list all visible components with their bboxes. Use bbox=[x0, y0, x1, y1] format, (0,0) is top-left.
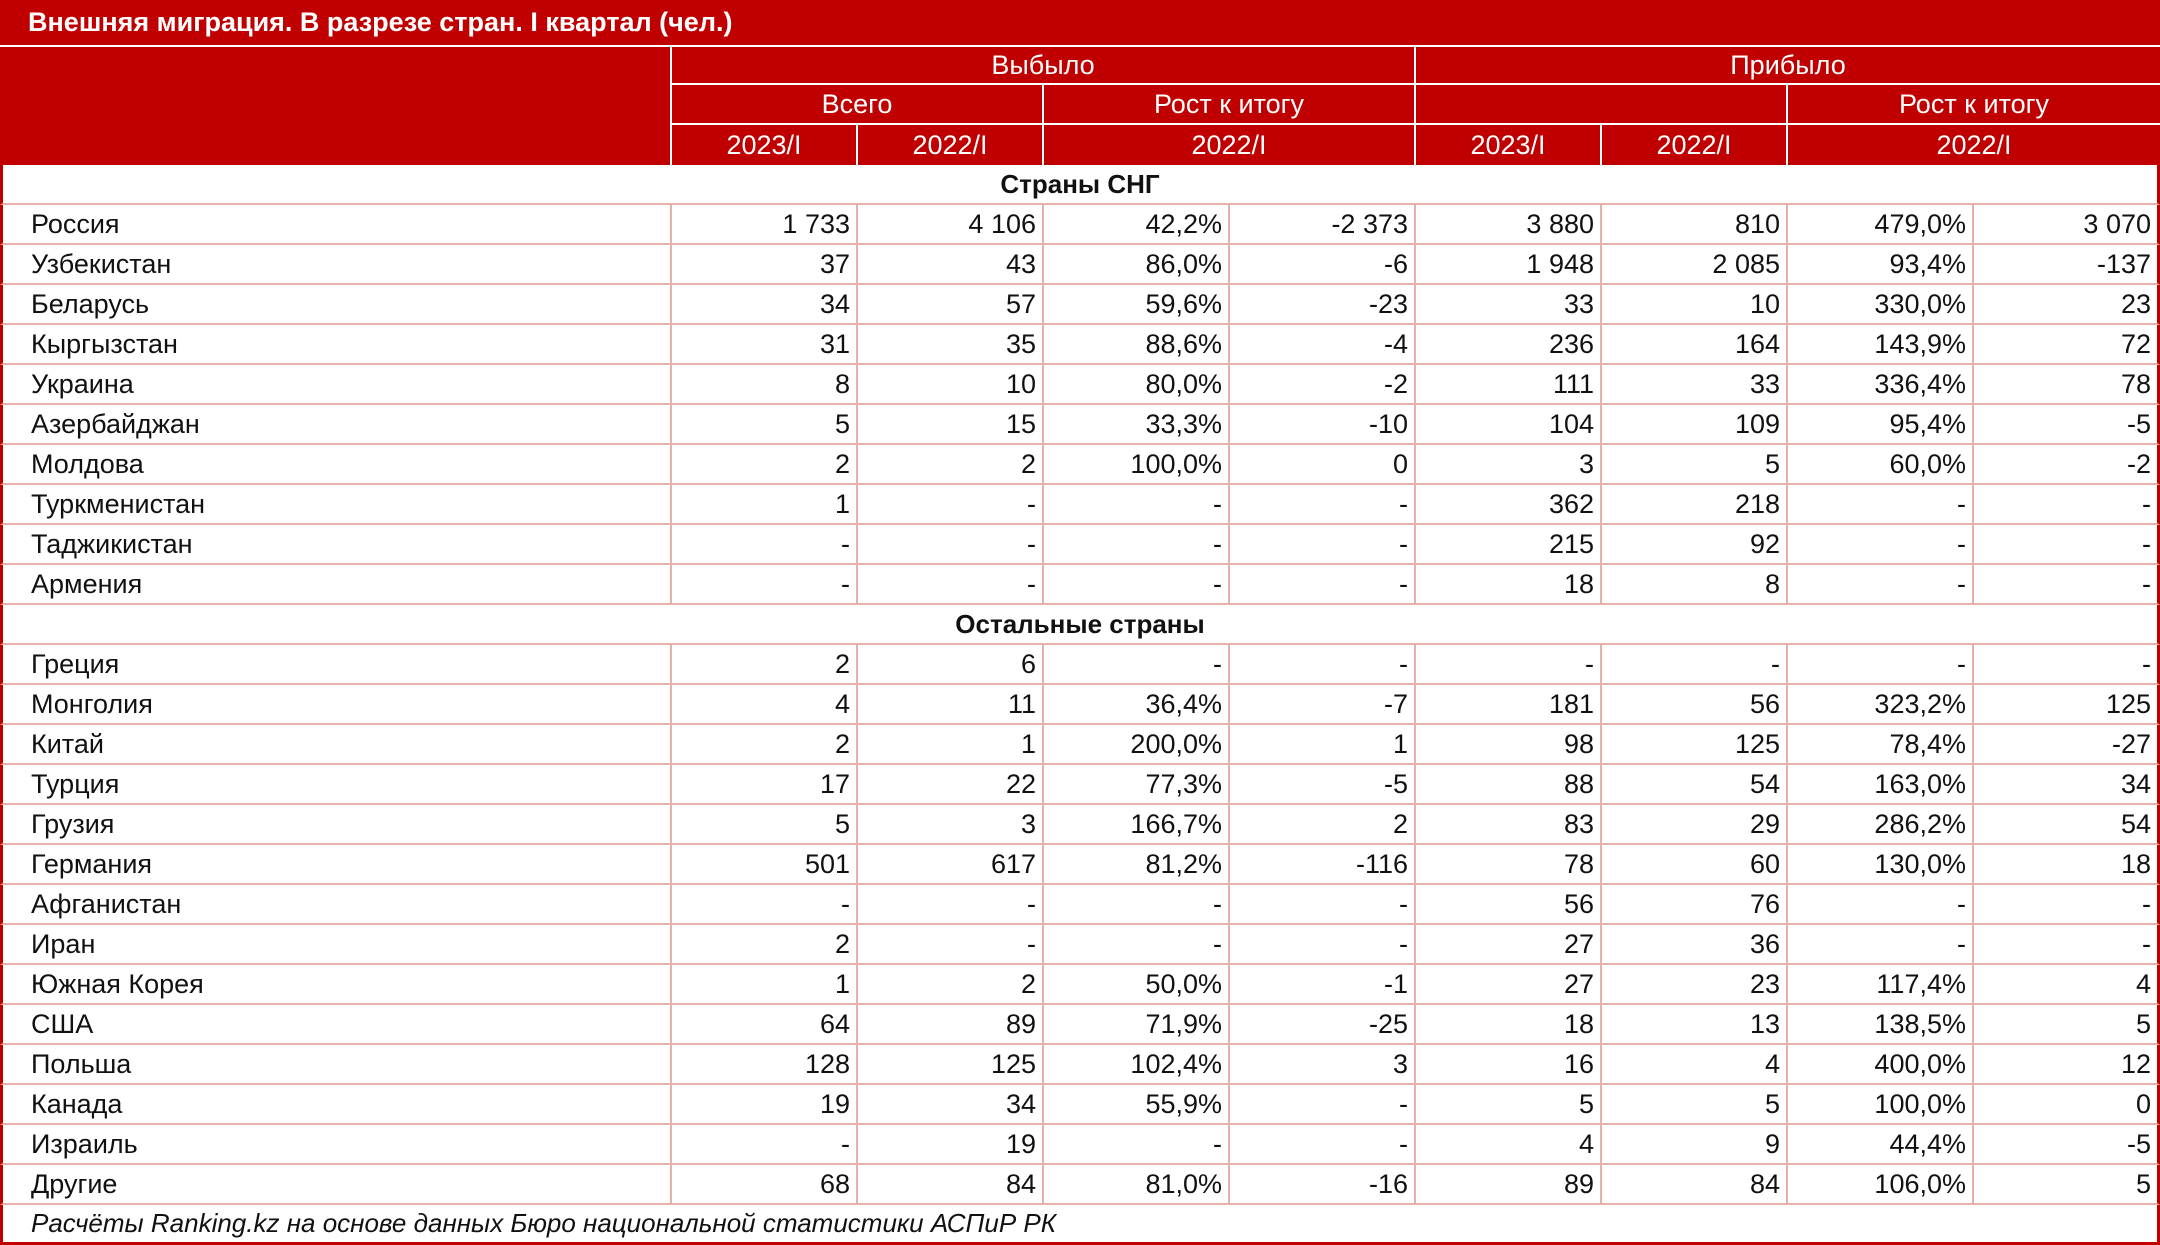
table-cell: - bbox=[1974, 525, 2160, 565]
table-cell: -7 bbox=[1230, 685, 1416, 725]
table-cell: 330,0% bbox=[1788, 285, 1974, 325]
table-cell: 23 bbox=[1602, 965, 1788, 1005]
table-cell: 200,0% bbox=[1044, 725, 1230, 765]
section-title: Остальные страны bbox=[0, 605, 2160, 645]
table-cell: - bbox=[1788, 645, 1974, 685]
table-cell: 8 bbox=[1602, 565, 1788, 605]
table-cell: 29 bbox=[1602, 805, 1788, 845]
table-cell: 19 bbox=[858, 1125, 1044, 1165]
table-cell: -10 bbox=[1230, 405, 1416, 445]
table-cell: -1 bbox=[1230, 965, 1416, 1005]
table-cell: 12 bbox=[1974, 1045, 2160, 1085]
table-cell: 80,0% bbox=[1044, 365, 1230, 405]
table-cell: 18 bbox=[1974, 845, 2160, 885]
table-cell: 3 bbox=[1416, 445, 1602, 485]
table-cell: 1 bbox=[1230, 725, 1416, 765]
table-cell: 86,0% bbox=[1044, 245, 1230, 285]
table-cell: 2 bbox=[672, 925, 858, 965]
table-cell: - bbox=[1044, 1125, 1230, 1165]
table-cell: 4 bbox=[1602, 1045, 1788, 1085]
table-cell: 0 bbox=[1230, 445, 1416, 485]
table-cell: - bbox=[1230, 525, 1416, 565]
table-cell: 54 bbox=[1602, 765, 1788, 805]
table-cell: 88,6% bbox=[1044, 325, 1230, 365]
table-cell: 4 bbox=[672, 685, 858, 725]
table-cell: 64 bbox=[672, 1005, 858, 1045]
country-name: Польша bbox=[0, 1045, 672, 1085]
table-cell: - bbox=[672, 1125, 858, 1165]
table-cell: -23 bbox=[1230, 285, 1416, 325]
table-cell: 36 bbox=[1602, 925, 1788, 965]
table-cell: 2 bbox=[672, 445, 858, 485]
table-cell: - bbox=[1788, 525, 1974, 565]
table-cell: 78,4% bbox=[1788, 725, 1974, 765]
table-cell: -5 bbox=[1974, 1125, 2160, 1165]
table-cell: - bbox=[858, 525, 1044, 565]
country-name: Монголия bbox=[0, 685, 672, 725]
header-year: 2023/I bbox=[1416, 125, 1602, 165]
table-cell: -25 bbox=[1230, 1005, 1416, 1045]
table-cell: 55,9% bbox=[1044, 1085, 1230, 1125]
table-cell: 336,4% bbox=[1788, 365, 1974, 405]
table-cell: 95,4% bbox=[1788, 405, 1974, 445]
table-cell: - bbox=[1788, 565, 1974, 605]
header-year: 2022/I bbox=[1788, 125, 2160, 165]
table-cell: 33,3% bbox=[1044, 405, 1230, 445]
table-cell: - bbox=[1230, 645, 1416, 685]
table-cell: 42,2% bbox=[1044, 205, 1230, 245]
header-year: 2022/I bbox=[858, 125, 1044, 165]
country-name: Израиль bbox=[0, 1125, 672, 1165]
table-cell: - bbox=[1044, 565, 1230, 605]
table-cell: 2 bbox=[858, 445, 1044, 485]
table-cell: 102,4% bbox=[1044, 1045, 1230, 1085]
table-cell: 163,0% bbox=[1788, 765, 1974, 805]
table-cell: 111 bbox=[1416, 365, 1602, 405]
table-cell: - bbox=[672, 885, 858, 925]
table-cell: 0 bbox=[1974, 1085, 2160, 1125]
table-cell: 27 bbox=[1416, 965, 1602, 1005]
table-cell: - bbox=[1044, 885, 1230, 925]
table-cell: - bbox=[1044, 485, 1230, 525]
header-outflow: Выбыло bbox=[672, 45, 1416, 85]
table-cell: - bbox=[1974, 485, 2160, 525]
table-cell: 5 bbox=[1974, 1005, 2160, 1045]
table-cell: - bbox=[858, 885, 1044, 925]
table-cell: 4 106 bbox=[858, 205, 1044, 245]
header-year: 2023/I bbox=[672, 125, 858, 165]
table-cell: -16 bbox=[1230, 1165, 1416, 1205]
table-cell: 16 bbox=[1416, 1045, 1602, 1085]
table-cell: 286,2% bbox=[1788, 805, 1974, 845]
table-cell: 479,0% bbox=[1788, 205, 1974, 245]
table-cell: 2 bbox=[858, 965, 1044, 1005]
header-year: 2022/I bbox=[1602, 125, 1788, 165]
table-cell: - bbox=[1230, 485, 1416, 525]
table-cell: 164 bbox=[1602, 325, 1788, 365]
table-cell: - bbox=[858, 565, 1044, 605]
country-name: Китай bbox=[0, 725, 672, 765]
table-cell: - bbox=[1044, 925, 1230, 965]
table-cell: 1 bbox=[672, 965, 858, 1005]
table-cell: 44,4% bbox=[1788, 1125, 1974, 1165]
table-cell: 22 bbox=[858, 765, 1044, 805]
table-cell: - bbox=[1044, 645, 1230, 685]
table-cell: 78 bbox=[1974, 365, 2160, 405]
table-cell: 5 bbox=[1416, 1085, 1602, 1125]
table-cell: 17 bbox=[672, 765, 858, 805]
table-cell: 37 bbox=[672, 245, 858, 285]
table-cell: 15 bbox=[858, 405, 1044, 445]
table-cell: 93,4% bbox=[1788, 245, 1974, 285]
country-name: Греция bbox=[0, 645, 672, 685]
table-cell: - bbox=[1788, 885, 1974, 925]
table-cell: 54 bbox=[1974, 805, 2160, 845]
table-cell: - bbox=[1230, 1125, 1416, 1165]
table-cell: 10 bbox=[858, 365, 1044, 405]
country-name: США bbox=[0, 1005, 672, 1045]
table-cell: 10 bbox=[1602, 285, 1788, 325]
table-cell: 323,2% bbox=[1788, 685, 1974, 725]
country-name: Молдова bbox=[0, 445, 672, 485]
table-cell: 117,4% bbox=[1788, 965, 1974, 1005]
table-cell: 50,0% bbox=[1044, 965, 1230, 1005]
source-note: Расчёты Ranking.kz на основе данных Бюро национальной статистики АСПиР РК bbox=[0, 1205, 2160, 1245]
country-name: Беларусь bbox=[0, 285, 672, 325]
header-year: 2022/I bbox=[1044, 125, 1416, 165]
table-cell: - bbox=[672, 565, 858, 605]
table-cell: - bbox=[1230, 565, 1416, 605]
country-name: Германия bbox=[0, 845, 672, 885]
table-title: Внешняя миграция. В разрезе стран. I квартал (чел.) bbox=[0, 0, 2160, 45]
country-name: Таджикистан bbox=[0, 525, 672, 565]
table-cell: 138,5% bbox=[1788, 1005, 1974, 1045]
header-inflow-blank bbox=[1416, 85, 1788, 125]
table-cell: 100,0% bbox=[1788, 1085, 1974, 1125]
table-cell: 5 bbox=[1974, 1165, 2160, 1205]
table-cell: -5 bbox=[1974, 405, 2160, 445]
table-cell: 36,4% bbox=[1044, 685, 1230, 725]
table-cell: 8 bbox=[672, 365, 858, 405]
header-total: Всего bbox=[672, 85, 1044, 125]
section-title: Страны СНГ bbox=[0, 165, 2160, 205]
table-cell: 125 bbox=[1974, 685, 2160, 725]
table-cell: 34 bbox=[1974, 765, 2160, 805]
table-cell: 128 bbox=[672, 1045, 858, 1085]
table-cell: - bbox=[1788, 925, 1974, 965]
table-cell: -6 bbox=[1230, 245, 1416, 285]
table-cell: - bbox=[1788, 485, 1974, 525]
table-cell: 3 880 bbox=[1416, 205, 1602, 245]
country-name: Афганистан bbox=[0, 885, 672, 925]
table-cell: 92 bbox=[1602, 525, 1788, 565]
table-cell: 23 bbox=[1974, 285, 2160, 325]
table-cell: 33 bbox=[1602, 365, 1788, 405]
table-cell: 78 bbox=[1416, 845, 1602, 885]
table-cell: 84 bbox=[858, 1165, 1044, 1205]
table-cell: 5 bbox=[672, 805, 858, 845]
country-name: Турция bbox=[0, 765, 672, 805]
table-cell: 34 bbox=[858, 1085, 1044, 1125]
table-cell: 33 bbox=[1416, 285, 1602, 325]
header-growth-in: Рост к итогу bbox=[1788, 85, 2160, 125]
table-cell: - bbox=[1416, 645, 1602, 685]
table-cell: 1 948 bbox=[1416, 245, 1602, 285]
table-cell: -27 bbox=[1974, 725, 2160, 765]
table-cell: 617 bbox=[858, 845, 1044, 885]
table-cell: -2 bbox=[1974, 445, 2160, 485]
table-cell: 43 bbox=[858, 245, 1044, 285]
table-cell: 76 bbox=[1602, 885, 1788, 925]
table-cell: 130,0% bbox=[1788, 845, 1974, 885]
table-cell: - bbox=[1044, 525, 1230, 565]
table-cell: 68 bbox=[672, 1165, 858, 1205]
table-cell: 18 bbox=[1416, 1005, 1602, 1045]
country-name: Грузия bbox=[0, 805, 672, 845]
header-inflow: Прибыло bbox=[1416, 45, 2160, 85]
country-name: Украина bbox=[0, 365, 672, 405]
table-cell: 60,0% bbox=[1788, 445, 1974, 485]
table-cell: 34 bbox=[672, 285, 858, 325]
table-cell: -5 bbox=[1230, 765, 1416, 805]
table-cell: 4 bbox=[1974, 965, 2160, 1005]
table-cell: 57 bbox=[858, 285, 1044, 325]
table-cell: - bbox=[1974, 925, 2160, 965]
table-cell: 5 bbox=[1602, 1085, 1788, 1125]
table-cell: 104 bbox=[1416, 405, 1602, 445]
table-cell: 106,0% bbox=[1788, 1165, 1974, 1205]
table-cell: 56 bbox=[1416, 885, 1602, 925]
table-cell: -2 bbox=[1230, 365, 1416, 405]
table-cell: 109 bbox=[1602, 405, 1788, 445]
table-cell: 501 bbox=[672, 845, 858, 885]
table-cell: 1 733 bbox=[672, 205, 858, 245]
table-cell: 89 bbox=[858, 1005, 1044, 1045]
table-cell: - bbox=[1974, 565, 2160, 605]
table-cell: 35 bbox=[858, 325, 1044, 365]
table-cell: 125 bbox=[858, 1045, 1044, 1085]
country-name: Южная Корея bbox=[0, 965, 672, 1005]
table-cell: 215 bbox=[1416, 525, 1602, 565]
table-cell: 236 bbox=[1416, 325, 1602, 365]
table-cell: 125 bbox=[1602, 725, 1788, 765]
table-cell: 4 bbox=[1416, 1125, 1602, 1165]
header-growth-out: Рост к итогу bbox=[1044, 85, 1416, 125]
table-cell: 3 070 bbox=[1974, 205, 2160, 245]
country-name: Другие bbox=[0, 1165, 672, 1205]
country-name: Туркменистан bbox=[0, 485, 672, 525]
table-cell: 810 bbox=[1602, 205, 1788, 245]
table-cell: 1 bbox=[672, 485, 858, 525]
table-cell: 72 bbox=[1974, 325, 2160, 365]
table-cell: 83 bbox=[1416, 805, 1602, 845]
country-name: Канада bbox=[0, 1085, 672, 1125]
table-cell: 2 085 bbox=[1602, 245, 1788, 285]
table-cell: 60 bbox=[1602, 845, 1788, 885]
table-cell: 3 bbox=[858, 805, 1044, 845]
table-cell: 5 bbox=[1602, 445, 1788, 485]
table-cell: 13 bbox=[1602, 1005, 1788, 1045]
header-country-blank bbox=[0, 45, 672, 165]
table-cell: 89 bbox=[1416, 1165, 1602, 1205]
table-cell: 218 bbox=[1602, 485, 1788, 525]
table-cell: 100,0% bbox=[1044, 445, 1230, 485]
table-cell: - bbox=[1974, 645, 2160, 685]
table-cell: 19 bbox=[672, 1085, 858, 1125]
country-name: Кыргызстан bbox=[0, 325, 672, 365]
country-name: Узбекистан bbox=[0, 245, 672, 285]
table-cell: 84 bbox=[1602, 1165, 1788, 1205]
table-cell: 98 bbox=[1416, 725, 1602, 765]
table-cell: 59,6% bbox=[1044, 285, 1230, 325]
table-cell: 88 bbox=[1416, 765, 1602, 805]
table-cell: 2 bbox=[1230, 805, 1416, 845]
table-cell: 27 bbox=[1416, 925, 1602, 965]
country-name: Россия bbox=[0, 205, 672, 245]
table-cell: 77,3% bbox=[1044, 765, 1230, 805]
table-cell: 11 bbox=[858, 685, 1044, 725]
table-cell: 9 bbox=[1602, 1125, 1788, 1165]
table-cell: 6 bbox=[858, 645, 1044, 685]
table-cell: - bbox=[1230, 925, 1416, 965]
table-cell: 5 bbox=[672, 405, 858, 445]
country-name: Армения bbox=[0, 565, 672, 605]
table-cell: - bbox=[1602, 645, 1788, 685]
table-cell: -4 bbox=[1230, 325, 1416, 365]
table-cell: 2 bbox=[672, 645, 858, 685]
table-cell: 81,0% bbox=[1044, 1165, 1230, 1205]
table-cell: - bbox=[1974, 885, 2160, 925]
table-cell: 56 bbox=[1602, 685, 1788, 725]
table-cell: 1 bbox=[858, 725, 1044, 765]
table-cell: 166,7% bbox=[1044, 805, 1230, 845]
country-name: Азербайджан bbox=[0, 405, 672, 445]
table-cell: -137 bbox=[1974, 245, 2160, 285]
table-cell: 71,9% bbox=[1044, 1005, 1230, 1045]
table-cell: 31 bbox=[672, 325, 858, 365]
table-cell: - bbox=[858, 485, 1044, 525]
table-cell: 3 bbox=[1230, 1045, 1416, 1085]
table-cell: - bbox=[672, 525, 858, 565]
table-cell: 143,9% bbox=[1788, 325, 1974, 365]
table-cell: - bbox=[1230, 1085, 1416, 1125]
table-cell: 362 bbox=[1416, 485, 1602, 525]
table-cell: - bbox=[858, 925, 1044, 965]
country-name: Иран bbox=[0, 925, 672, 965]
table-cell: 400,0% bbox=[1788, 1045, 1974, 1085]
table-cell: 81,2% bbox=[1044, 845, 1230, 885]
table-cell: 181 bbox=[1416, 685, 1602, 725]
table-cell: -116 bbox=[1230, 845, 1416, 885]
table-cell: 2 bbox=[672, 725, 858, 765]
table-cell: 18 bbox=[1416, 565, 1602, 605]
table-cell: - bbox=[1230, 885, 1416, 925]
table-cell: -2 373 bbox=[1230, 205, 1416, 245]
